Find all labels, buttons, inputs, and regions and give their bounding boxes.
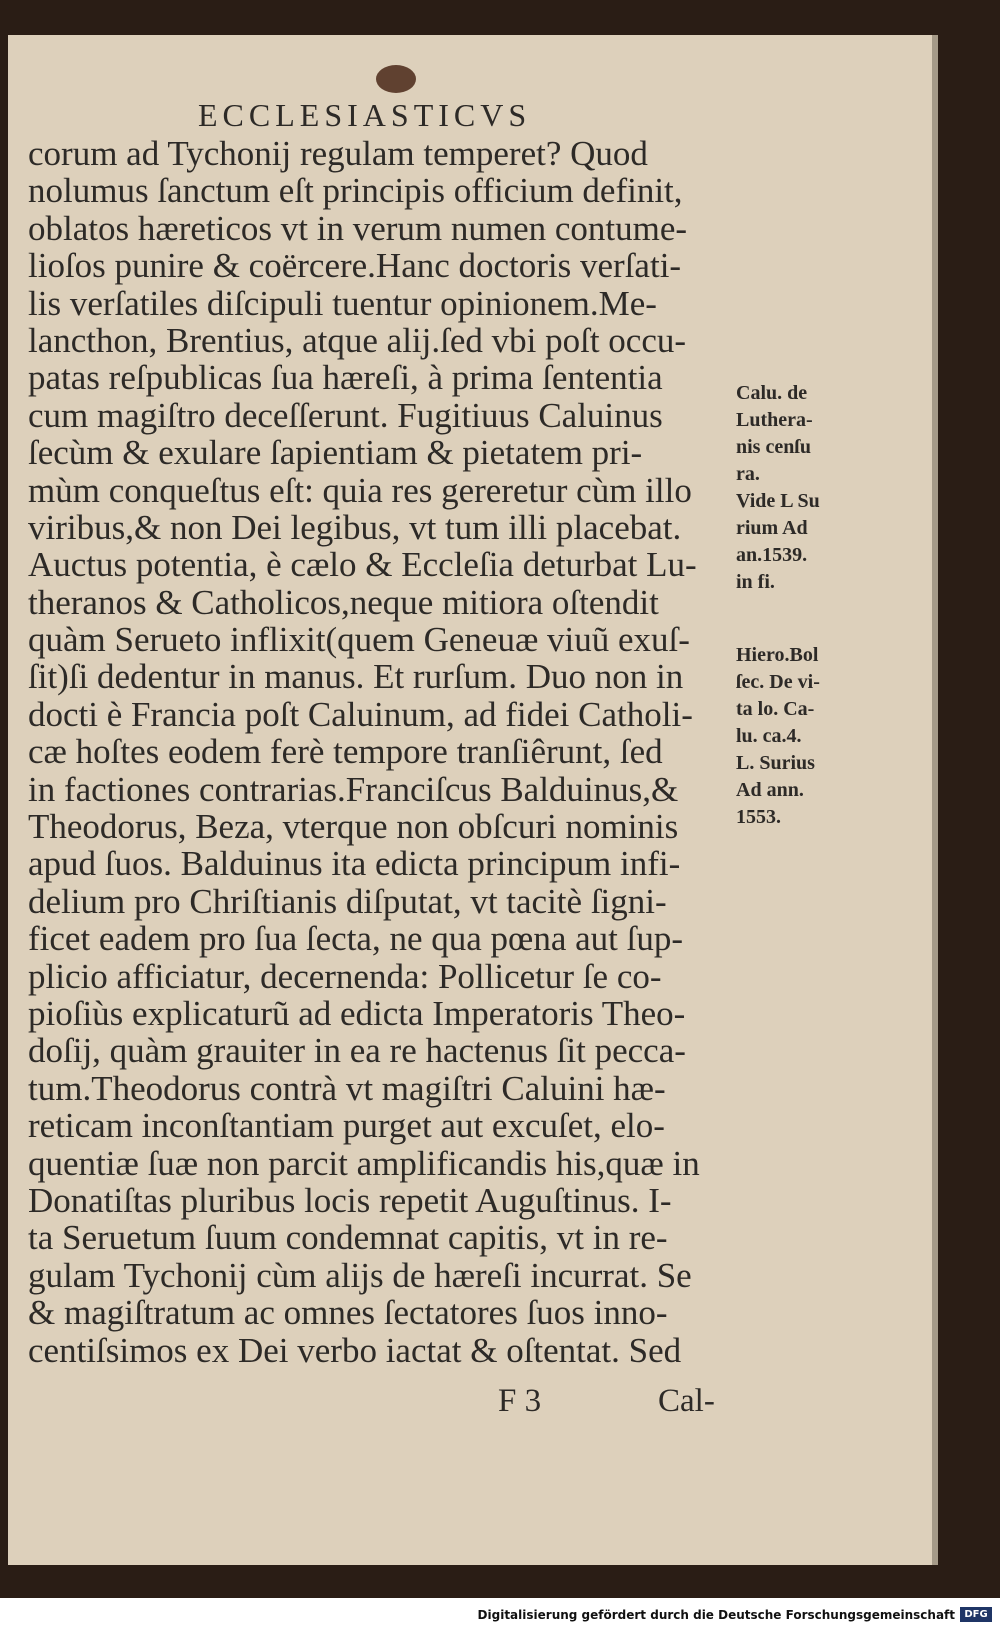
margin-note-line: lu. ca.4. [736, 725, 802, 747]
funding-bar [0, 1598, 1000, 1635]
text-line: corum ad Tychonij regulam temperet? Quod [28, 134, 648, 173]
margin-note-group-bolsec [736, 642, 886, 831]
text-line: patas reſpublicas ſua hæreſi, à prima ſententia [28, 358, 663, 398]
main-text-block [28, 135, 748, 1369]
text-line: viribus,& non Dei legibus, vt tum illi placebat. [28, 507, 682, 547]
text-line: theranos & Catholicos,neque mitiora oſtendit [28, 582, 659, 622]
text-line: gulam Tychonij cùm alijs de hæreſi incurrat. Se [28, 1255, 692, 1295]
text-line: apud ſuos. Balduinus ita edicta principum infi- [28, 844, 681, 884]
margin-note-line: ſec. De vi- [736, 671, 820, 693]
text-line: nolumus ſanctum eſt principis officium definit, [28, 171, 683, 211]
text-line: ſecùm & exulare ſapientiam & pietatem pri- [28, 433, 643, 473]
text-line: centiſsimos ex Dei verbo iactat & oſtentat. Sed [28, 1330, 682, 1370]
text-line: Auctus potentia, è cælo & Eccleſia deturbat Lu- [28, 545, 697, 585]
text-line: lancthon, Brentius, atque alij.ſed vbi poſt occu- [28, 320, 687, 360]
margin-note-line: rium Ad [736, 517, 808, 539]
text-line: plicio afficiatur, decernenda: Pollicetur ſe co- [28, 956, 662, 996]
text-line: tum.Theodorus contrà vt magiſtri Caluini hæ- [28, 1068, 666, 1108]
funding-credit: Digitalisierung gefördert durch die Deutsche Forschungsgemeinschaft [477, 1608, 955, 1622]
margin-note-line: Calu. de [736, 382, 808, 404]
book-page [8, 35, 938, 1565]
margin-note-line: Vide L Su [736, 490, 820, 512]
margin-note-line: Luthera- [736, 409, 813, 431]
note-spacer [736, 596, 886, 642]
text-line: Donatiſtas pluribus locis repetit Auguſtinus. I- [28, 1180, 672, 1220]
text-line: mùm conqueſtus eſt: quia res gereretur cùm illo [28, 470, 692, 510]
dfg-logo: DFG [960, 1607, 992, 1622]
text-line: lis verſatiles diſcipuli tuentur opinionem.Me- [28, 283, 657, 323]
text-line: Theodorus, Beza, vterque non obſcuri nominis [28, 807, 679, 847]
margin-note-line: in fi. [736, 571, 775, 593]
text-line: ficet eadem pro ſua ſecta, ne qua pœna aut ſup- [28, 919, 683, 959]
text-line: pioſiùs explicaturũ ad edicta Imperatoris Theo- [28, 993, 686, 1033]
margin-note-line: nis cenſu [736, 436, 812, 458]
text-line: oblatos hæreticos vt in verum numen contume- [28, 208, 688, 248]
ink-blot-mark [376, 65, 416, 93]
text-line: docti è Francia poſt Caluinum, ad fidei Catholi- [28, 694, 693, 734]
text-line: delium pro Chriſtianis diſputat, vt tacitè ſigni- [28, 881, 667, 921]
text-line: cæ hoſtes eodem ferè tempore tranſiêrunt, ſed [28, 732, 663, 772]
text-line: cum magiſtro deceſſerunt. Fugitiuus Caluinus [28, 395, 663, 435]
catchword: Cal- [658, 1383, 715, 1419]
text-line: quentiæ ſuæ non parcit amplificandis his,quæ in [28, 1143, 700, 1183]
page-footer [28, 1383, 748, 1423]
margin-note-line: an.1539. [736, 544, 808, 566]
margin-notes [736, 380, 886, 831]
margin-note-line: ta lo. Ca- [736, 698, 815, 720]
margin-note-line: 1553. [736, 806, 781, 828]
text-line: in factiones contrarias.Franciſcus Balduinus,& [28, 769, 679, 809]
text-line: & magiſtratum ac omnes ſectatores ſuos inno- [28, 1293, 668, 1333]
text-line: ta Seruetum ſuum condemnat capitis, vt in re- [28, 1218, 668, 1258]
running-header: ECCLESIASTICVS [198, 97, 532, 133]
signature-mark: F 3 [498, 1383, 542, 1419]
margin-note-line: Ad ann. [736, 779, 804, 801]
margin-note-line: L. Surius [736, 752, 815, 774]
text-line: quàm Serueto inflixit(quem Geneuæ viuũ exuſ- [28, 620, 690, 660]
text-line: ſit)ſi dedentur in manus. Et rurſum. Duo non in [28, 657, 684, 697]
text-line: doſij, quàm grauiter in ea re hactenus ſit pecca- [28, 1031, 686, 1071]
text-line: reticam inconſtantiam purget aut excuſet, elo- [28, 1106, 665, 1146]
margin-note-line: ra. [736, 463, 760, 485]
margin-note-group-luther [736, 380, 886, 596]
text-line: lioſos punire & coërcere.Hanc doctoris verſati- [28, 246, 682, 286]
margin-note-line: Hiero.Bol [736, 644, 819, 666]
